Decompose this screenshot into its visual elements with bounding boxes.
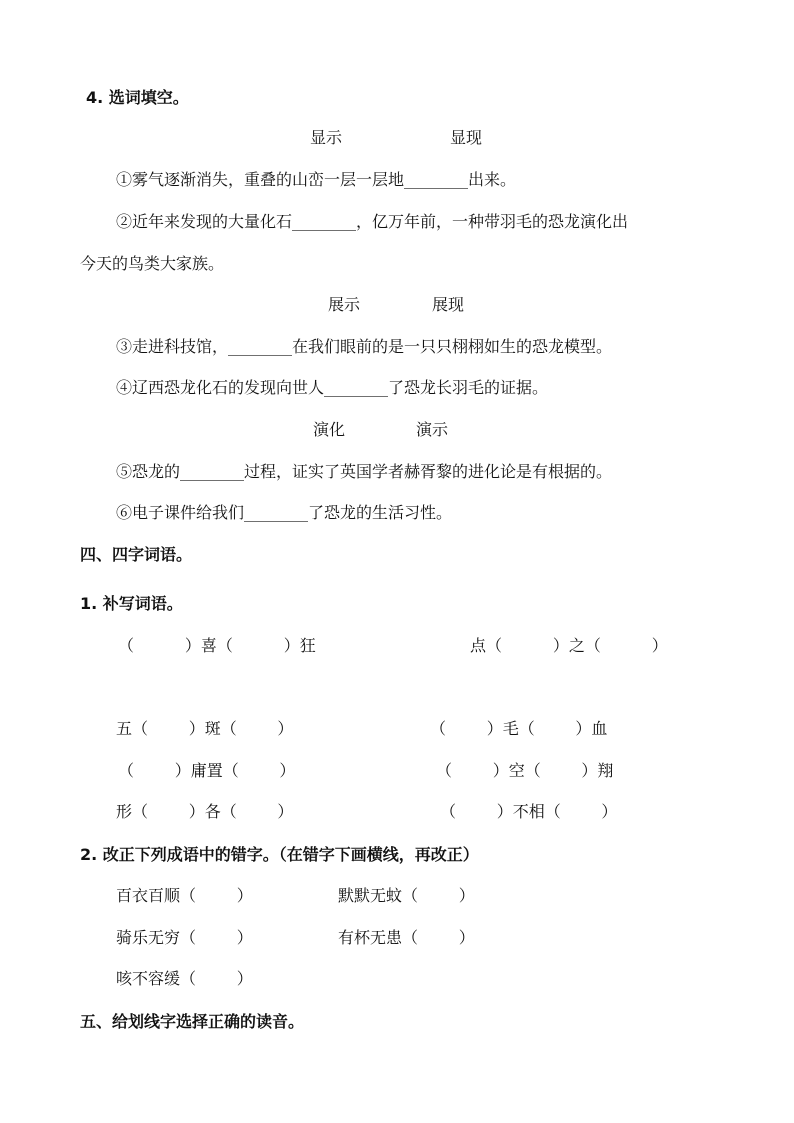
fill-idiom: （ ）喜（ ）狂 [118,636,316,655]
fill-idiom: （ ）毛（ ）血 [430,719,608,738]
word-option: 展现 [432,295,465,314]
question-item-5: ⑤恐龙的________过程，证实了英国学者赫胥黎的进化论是有根据的。 [116,462,613,481]
word-option: 演示 [416,420,449,439]
word-option: 展示 [328,295,361,314]
fill-idiom: （ ）不相（ ） [440,802,618,821]
q1-heading: 1. 补写词语。 [80,594,183,613]
question-item-4: ④辽西恐龙化石的发现向世人________了恐龙长羽毛的证据。 [116,378,549,397]
part-four-heading: 四、四字词语。 [80,545,193,564]
question-item-3: ③走进科技馆，________在我们眼前的是一只只栩栩如生的恐龙模型。 [116,337,613,356]
correct-idiom: 骑乐无穷（ ） [116,928,253,947]
part-five-heading: 五、给划线字选择正确的读音。 [80,1012,305,1031]
correct-idiom: 默默无蚊（ ） [338,886,475,905]
question-item-6: ⑥电子课件给我们________了恐龙的生活习性。 [116,503,453,522]
fill-idiom: （ ）空（ ）翔 [436,761,614,780]
q2-heading: 2. 改正下列成语中的错字。（在错字下画横线，再改正） [80,845,479,864]
fill-idiom: 形（ ）各（ ） [116,802,294,821]
fill-idiom: 点（ ）之（ ） [470,636,668,655]
section-4-heading: 4. 选词填空。 [86,88,189,107]
question-item-2: ②近年来发现的大量化石________，亿万年前，一种带羽毛的恐龙演化出 [116,212,629,231]
question-item-2-continued: 今天的鸟类大家族。 [80,254,225,273]
word-option: 显示 [310,128,343,147]
correct-idiom: 有杯无患（ ） [338,928,475,947]
fill-idiom: 五（ ）斑（ ） [116,719,294,738]
word-option: 显现 [450,128,483,147]
word-option: 演化 [313,420,346,439]
fill-idiom: （ ）庸置（ ） [118,761,296,780]
question-item-1: ①雾气逐渐消失，重叠的山峦一层一层地________出来。 [116,170,517,189]
correct-idiom: 咳不容缓（ ） [116,969,253,988]
correct-idiom: 百衣百顺（ ） [116,886,253,905]
